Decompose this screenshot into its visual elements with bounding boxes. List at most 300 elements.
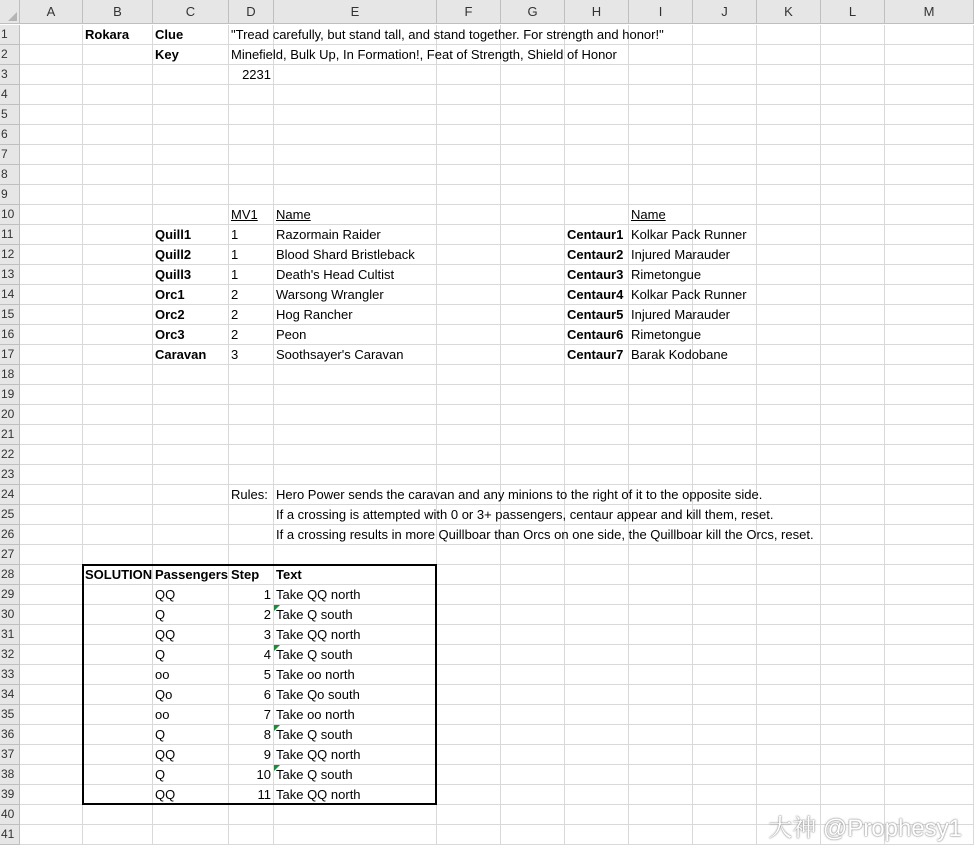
row-header-2[interactable]: 2 [0,45,20,65]
comment-indicator-e38[interactable] [274,765,280,771]
column-header-f[interactable]: F [437,0,501,24]
cell-i33[interactable] [629,665,693,685]
row-header-15[interactable]: 15 [0,305,20,325]
cell-j40[interactable] [693,805,757,825]
row-header-1[interactable]: 1 [0,25,20,45]
cell-i21[interactable] [629,425,693,445]
cell-d20[interactable] [229,405,274,425]
cell-c27[interactable] [153,545,229,565]
cell-g19[interactable] [501,385,565,405]
cell-i30[interactable] [629,605,693,625]
cell-e6[interactable] [274,125,437,145]
row-header-32[interactable]: 32 [0,645,20,665]
cell-h38[interactable] [565,765,629,785]
cell-h29[interactable] [565,585,629,605]
row-header-40[interactable]: 40 [0,805,20,825]
cell-l32[interactable] [821,645,885,665]
cell-g41[interactable] [501,825,565,845]
cell-a25[interactable] [20,505,83,525]
cell-c9[interactable] [153,185,229,205]
cell-g18[interactable] [501,365,565,385]
cell-a32[interactable] [20,645,83,665]
cell-m12[interactable] [885,245,974,265]
cell-k27[interactable] [757,545,821,565]
cell-j2[interactable] [693,45,757,65]
cell-l10[interactable] [821,205,885,225]
cell-c41[interactable] [153,825,229,845]
cell-i8[interactable] [629,165,693,185]
row-header-35[interactable]: 35 [0,705,20,725]
cell-a16[interactable] [20,325,83,345]
cell-a19[interactable] [20,385,83,405]
row-header-20[interactable]: 20 [0,405,20,425]
cell-f37[interactable] [437,745,501,765]
cell-j33[interactable] [693,665,757,685]
cell-d5[interactable] [229,105,274,125]
cell-e4[interactable] [274,85,437,105]
cell-h36[interactable] [565,725,629,745]
column-header-a[interactable]: A [20,0,83,24]
cell-h21[interactable] [565,425,629,445]
row-header-10[interactable]: 10 [0,205,20,225]
cell-a21[interactable] [20,425,83,445]
cell-g29[interactable] [501,585,565,605]
cell-m36[interactable] [885,725,974,745]
cell-h30[interactable] [565,605,629,625]
cell-e21[interactable] [274,425,437,445]
cell-i9[interactable] [629,185,693,205]
cell-f5[interactable] [437,105,501,125]
column-header-l[interactable]: L [821,0,885,24]
cell-f28[interactable] [437,565,501,585]
cell-e40[interactable] [274,805,437,825]
cell-b36[interactable] [83,725,153,745]
cell-a4[interactable] [20,85,83,105]
cell-a7[interactable] [20,145,83,165]
column-header-c[interactable]: C [153,0,229,24]
cell-g38[interactable] [501,765,565,785]
cell-d18[interactable] [229,365,274,385]
cell-m19[interactable] [885,385,974,405]
row-header-16[interactable]: 16 [0,325,20,345]
cell-g15[interactable] [501,305,565,325]
row-header-8[interactable]: 8 [0,165,20,185]
cell-a9[interactable] [20,185,83,205]
cell-b31[interactable] [83,625,153,645]
cell-j30[interactable] [693,605,757,625]
cell-e27[interactable] [274,545,437,565]
cell-f27[interactable] [437,545,501,565]
cell-a2[interactable] [20,45,83,65]
cell-f35[interactable] [437,705,501,725]
comment-indicator-e32[interactable] [274,645,280,651]
row-header-14[interactable]: 14 [0,285,20,305]
cell-c20[interactable] [153,405,229,425]
cell-m26[interactable] [885,525,974,545]
cell-d23[interactable] [229,465,274,485]
cell-l28[interactable] [821,565,885,585]
cell-a27[interactable] [20,545,83,565]
cell-a26[interactable] [20,525,83,545]
cell-d26[interactable] [229,525,274,545]
cell-a12[interactable] [20,245,83,265]
cell-m24[interactable] [885,485,974,505]
comment-indicator-e30[interactable] [274,605,280,611]
column-header-k[interactable]: K [757,0,821,24]
cell-g32[interactable] [501,645,565,665]
cell-d4[interactable] [229,85,274,105]
cell-k13[interactable] [757,265,821,285]
cell-i3[interactable] [629,65,693,85]
cell-c25[interactable] [153,505,229,525]
cell-k38[interactable] [757,765,821,785]
cell-g8[interactable] [501,165,565,185]
cell-j27[interactable] [693,545,757,565]
cell-g7[interactable] [501,145,565,165]
cell-a30[interactable] [20,605,83,625]
cell-k35[interactable] [757,705,821,725]
cell-j34[interactable] [693,685,757,705]
cell-c3[interactable] [153,65,229,85]
cell-g6[interactable] [501,125,565,145]
cell-c8[interactable] [153,165,229,185]
cell-h8[interactable] [565,165,629,185]
row-header-19[interactable]: 19 [0,385,20,405]
cell-l39[interactable] [821,785,885,805]
cell-k28[interactable] [757,565,821,585]
cell-i20[interactable] [629,405,693,425]
cell-i4[interactable] [629,85,693,105]
row-header-26[interactable]: 26 [0,525,20,545]
cell-l7[interactable] [821,145,885,165]
cell-f40[interactable] [437,805,501,825]
cell-m31[interactable] [885,625,974,645]
cell-b32[interactable] [83,645,153,665]
cell-m6[interactable] [885,125,974,145]
comment-indicator-e36[interactable] [274,725,280,731]
cell-h39[interactable] [565,785,629,805]
cell-k2[interactable] [757,45,821,65]
cell-h41[interactable] [565,825,629,845]
cell-a1[interactable] [20,25,83,45]
column-header-m[interactable]: M [885,0,974,24]
cell-i22[interactable] [629,445,693,465]
cell-f18[interactable] [437,365,501,385]
cell-e9[interactable] [274,185,437,205]
cell-b3[interactable] [83,65,153,85]
cell-b20[interactable] [83,405,153,425]
cell-f29[interactable] [437,585,501,605]
cell-l33[interactable] [821,665,885,685]
cell-b8[interactable] [83,165,153,185]
cell-g40[interactable] [501,805,565,825]
cell-k3[interactable] [757,65,821,85]
cell-f23[interactable] [437,465,501,485]
cell-h31[interactable] [565,625,629,645]
cell-g36[interactable] [501,725,565,745]
cell-j38[interactable] [693,765,757,785]
cell-a35[interactable] [20,705,83,725]
cell-m21[interactable] [885,425,974,445]
cell-b16[interactable] [83,325,153,345]
row-header-28[interactable]: 28 [0,565,20,585]
cell-c23[interactable] [153,465,229,485]
cell-a13[interactable] [20,265,83,285]
cell-b19[interactable] [83,385,153,405]
cell-g10[interactable] [501,205,565,225]
cell-g17[interactable] [501,345,565,365]
cell-h10[interactable] [565,205,629,225]
cell-g28[interactable] [501,565,565,585]
cell-j32[interactable] [693,645,757,665]
cell-b41[interactable] [83,825,153,845]
cell-e20[interactable] [274,405,437,425]
cell-l4[interactable] [821,85,885,105]
cell-l24[interactable] [821,485,885,505]
cell-k29[interactable] [757,585,821,605]
cell-a29[interactable] [20,585,83,605]
cell-b4[interactable] [83,85,153,105]
cell-m27[interactable] [885,545,974,565]
cell-l22[interactable] [821,445,885,465]
cell-f19[interactable] [437,385,501,405]
cell-m38[interactable] [885,765,974,785]
cell-g35[interactable] [501,705,565,725]
cell-l35[interactable] [821,705,885,725]
row-header-17[interactable]: 17 [0,345,20,365]
cell-a24[interactable] [20,485,83,505]
cell-j4[interactable] [693,85,757,105]
row-header-31[interactable]: 31 [0,625,20,645]
cell-g34[interactable] [501,685,565,705]
row-header-7[interactable]: 7 [0,145,20,165]
cell-l31[interactable] [821,625,885,645]
cell-b13[interactable] [83,265,153,285]
cell-l25[interactable] [821,505,885,525]
cell-i40[interactable] [629,805,693,825]
cell-l27[interactable] [821,545,885,565]
cell-i41[interactable] [629,825,693,845]
cell-h32[interactable] [565,645,629,665]
cell-g22[interactable] [501,445,565,465]
cell-m11[interactable] [885,225,974,245]
cell-f41[interactable] [437,825,501,845]
cell-d25[interactable] [229,505,274,525]
cell-k7[interactable] [757,145,821,165]
cell-k6[interactable] [757,125,821,145]
cell-b30[interactable] [83,605,153,625]
row-header-39[interactable]: 39 [0,785,20,805]
cell-b6[interactable] [83,125,153,145]
cell-k36[interactable] [757,725,821,745]
cell-h27[interactable] [565,545,629,565]
cell-b12[interactable] [83,245,153,265]
cell-c5[interactable] [153,105,229,125]
row-header-36[interactable]: 36 [0,725,20,745]
cell-b26[interactable] [83,525,153,545]
cell-i34[interactable] [629,685,693,705]
cell-j13[interactable] [693,265,757,285]
cell-m20[interactable] [885,405,974,425]
cell-a41[interactable] [20,825,83,845]
cell-j10[interactable] [693,205,757,225]
row-header-5[interactable]: 5 [0,105,20,125]
cell-a33[interactable] [20,665,83,685]
cell-f39[interactable] [437,785,501,805]
cell-c4[interactable] [153,85,229,105]
cell-b39[interactable] [83,785,153,805]
row-header-12[interactable]: 12 [0,245,20,265]
cell-h4[interactable] [565,85,629,105]
cell-j9[interactable] [693,185,757,205]
cell-f34[interactable] [437,685,501,705]
cell-h6[interactable] [565,125,629,145]
cell-d21[interactable] [229,425,274,445]
cell-f33[interactable] [437,665,501,685]
cell-l5[interactable] [821,105,885,125]
cell-l1[interactable] [821,25,885,45]
cell-b15[interactable] [83,305,153,325]
cell-j31[interactable] [693,625,757,645]
cell-k34[interactable] [757,685,821,705]
cell-i19[interactable] [629,385,693,405]
cell-c21[interactable] [153,425,229,445]
cell-h18[interactable] [565,365,629,385]
cell-m14[interactable] [885,285,974,305]
cell-l26[interactable] [821,525,885,545]
cell-b7[interactable] [83,145,153,165]
cell-m35[interactable] [885,705,974,725]
cell-i23[interactable] [629,465,693,485]
cell-b33[interactable] [83,665,153,685]
cell-g9[interactable] [501,185,565,205]
cell-j28[interactable] [693,565,757,585]
cell-i31[interactable] [629,625,693,645]
row-header-41[interactable]: 41 [0,825,20,845]
cell-k1[interactable] [757,25,821,45]
cell-b17[interactable] [83,345,153,365]
cell-l11[interactable] [821,225,885,245]
cell-e41[interactable] [274,825,437,845]
cell-d7[interactable] [229,145,274,165]
cell-h35[interactable] [565,705,629,725]
cell-j6[interactable] [693,125,757,145]
cell-f15[interactable] [437,305,501,325]
cell-g4[interactable] [501,85,565,105]
cell-f12[interactable] [437,245,501,265]
cell-a18[interactable] [20,365,83,385]
cell-a23[interactable] [20,465,83,485]
cell-a11[interactable] [20,225,83,245]
cell-l9[interactable] [821,185,885,205]
cell-j29[interactable] [693,585,757,605]
cell-j41[interactable] [693,825,757,845]
cell-m8[interactable] [885,165,974,185]
cell-d6[interactable] [229,125,274,145]
cell-c22[interactable] [153,445,229,465]
cell-g39[interactable] [501,785,565,805]
cell-a14[interactable] [20,285,83,305]
cell-j35[interactable] [693,705,757,725]
cell-e19[interactable] [274,385,437,405]
cell-a40[interactable] [20,805,83,825]
cell-b5[interactable] [83,105,153,125]
cell-f17[interactable] [437,345,501,365]
cell-h34[interactable] [565,685,629,705]
cell-e3[interactable] [274,65,437,85]
cell-e22[interactable] [274,445,437,465]
row-header-33[interactable]: 33 [0,665,20,685]
cell-m9[interactable] [885,185,974,205]
cell-i2[interactable] [629,45,693,65]
cell-a28[interactable] [20,565,83,585]
cell-a5[interactable] [20,105,83,125]
cell-i29[interactable] [629,585,693,605]
cell-k16[interactable] [757,325,821,345]
cell-c26[interactable] [153,525,229,545]
cell-g14[interactable] [501,285,565,305]
row-header-9[interactable]: 9 [0,185,20,205]
cell-c40[interactable] [153,805,229,825]
cell-b35[interactable] [83,705,153,725]
cell-f16[interactable] [437,325,501,345]
cell-i32[interactable] [629,645,693,665]
cell-k30[interactable] [757,605,821,625]
cell-a31[interactable] [20,625,83,645]
cell-m28[interactable] [885,565,974,585]
cell-l19[interactable] [821,385,885,405]
cell-l3[interactable] [821,65,885,85]
cell-k31[interactable] [757,625,821,645]
cell-h9[interactable] [565,185,629,205]
cell-e8[interactable] [274,165,437,185]
cell-j19[interactable] [693,385,757,405]
cell-b25[interactable] [83,505,153,525]
cell-i37[interactable] [629,745,693,765]
cell-m37[interactable] [885,745,974,765]
cell-a36[interactable] [20,725,83,745]
cell-i7[interactable] [629,145,693,165]
cell-g12[interactable] [501,245,565,265]
cell-l15[interactable] [821,305,885,325]
cell-d19[interactable] [229,385,274,405]
cell-e23[interactable] [274,465,437,485]
cell-f13[interactable] [437,265,501,285]
cell-b22[interactable] [83,445,153,465]
cell-b27[interactable] [83,545,153,565]
cell-a39[interactable] [20,785,83,805]
cell-b14[interactable] [83,285,153,305]
cell-l16[interactable] [821,325,885,345]
cell-m29[interactable] [885,585,974,605]
cell-g16[interactable] [501,325,565,345]
row-header-4[interactable]: 4 [0,85,20,105]
cell-b34[interactable] [83,685,153,705]
cell-b24[interactable] [83,485,153,505]
cell-b11[interactable] [83,225,153,245]
cell-g13[interactable] [501,265,565,285]
cell-a22[interactable] [20,445,83,465]
cell-e5[interactable] [274,105,437,125]
cell-m2[interactable] [885,45,974,65]
select-all-corner[interactable] [0,0,20,24]
cell-i18[interactable] [629,365,693,385]
row-header-34[interactable]: 34 [0,685,20,705]
cell-g3[interactable] [501,65,565,85]
cell-d8[interactable] [229,165,274,185]
cell-j23[interactable] [693,465,757,485]
cell-l38[interactable] [821,765,885,785]
